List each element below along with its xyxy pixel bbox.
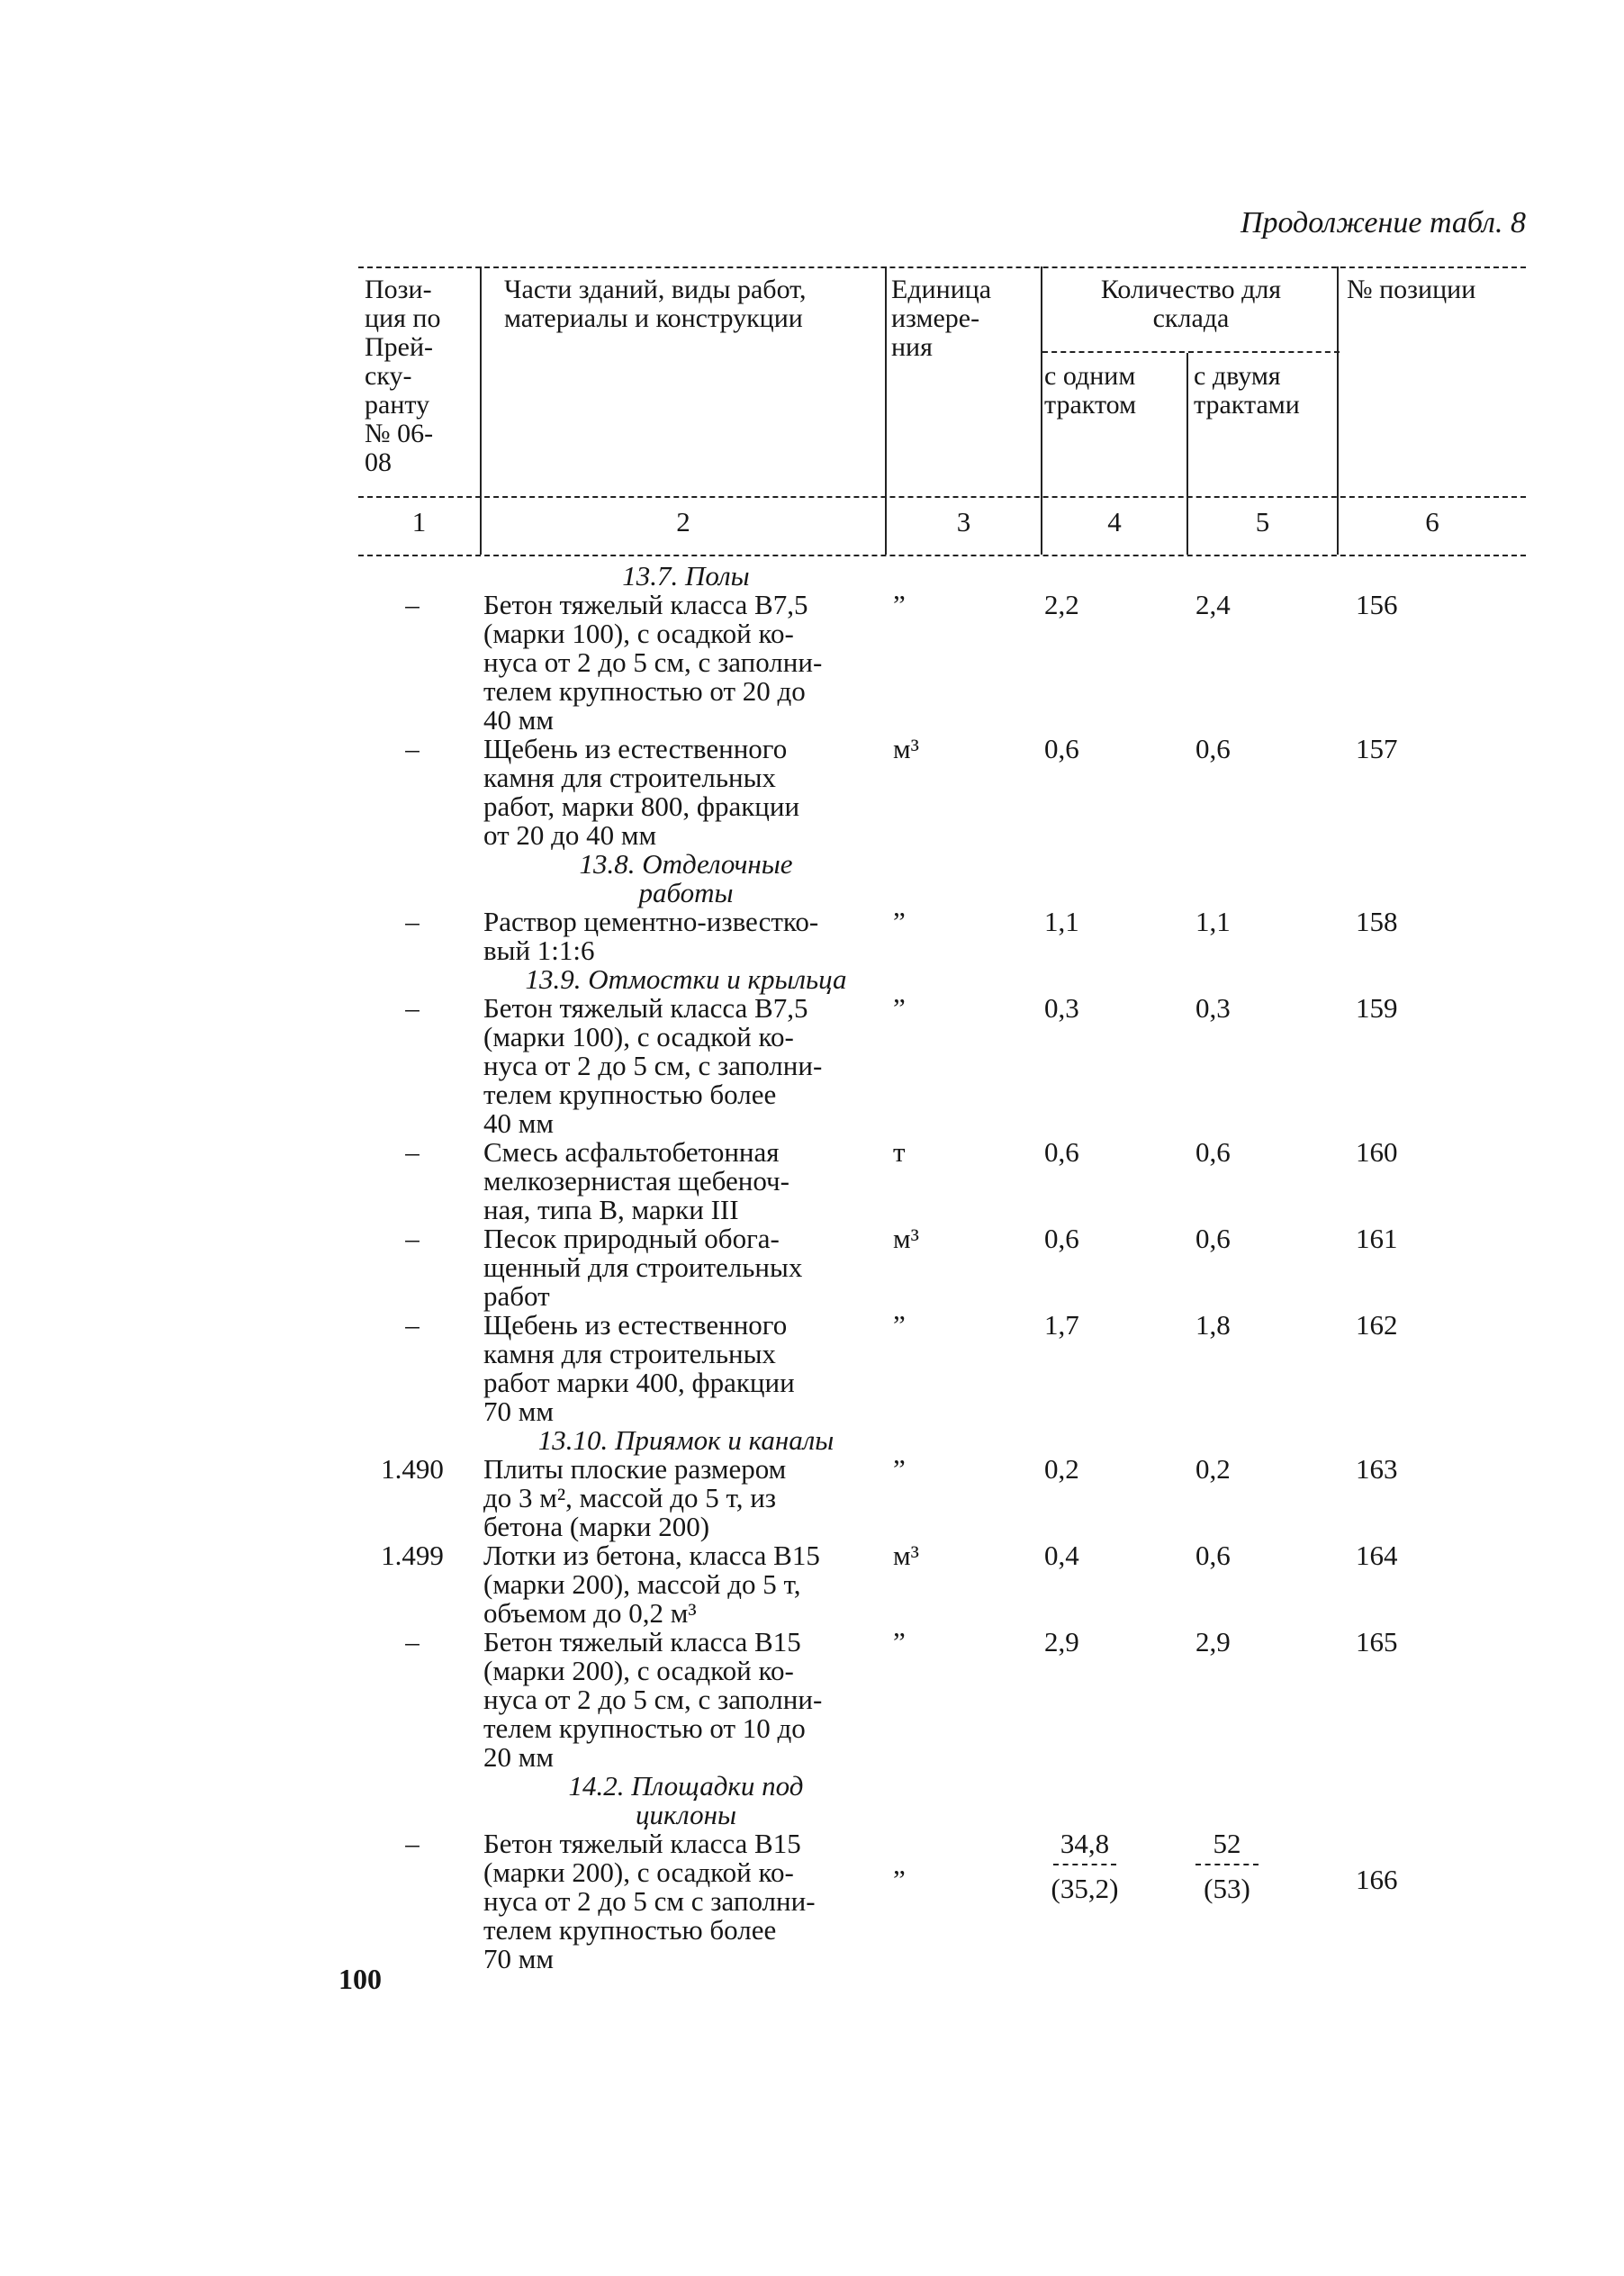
price-list-position: 1.499 [381,1540,444,1571]
price-list-position: – [405,1223,420,1254]
column-number-3: 3 [956,506,971,537]
table-top-rule [358,266,1526,268]
section-heading: 13.10. Приямок и каналы [537,1424,835,1456]
column-number-5: 5 [1255,506,1270,537]
quantity-two-tracts: 2,9 [1195,1626,1231,1657]
position-number: 156 [1356,589,1398,620]
quantity-one-tract: 2,9 [1044,1626,1079,1657]
price-list-position: 1.490 [381,1453,444,1485]
position-number: 158 [1356,906,1398,937]
price-list-position: – [405,906,420,937]
column-number-6: 6 [1425,506,1439,537]
unit-of-measure: ” [893,906,906,937]
position-number: 157 [1356,733,1398,764]
item-description: Плиты плоские размером до 3 м², массой до 5 т, из бетона (марки 200) [483,1453,787,1542]
header-two-tracts-column: с двумя трактами [1194,361,1300,420]
quantity-one-tract: 0,3 [1044,992,1079,1024]
item-description: Бетон тяжелый класса В15 (марки 200), с осадкой ко- нуса от 2 до 5 см, с заполни- телем крупностью от 10 до 20 мм [483,1626,823,1773]
quantity-one-tract: 1,7 [1044,1309,1079,1341]
position-number: 164 [1356,1540,1398,1571]
price-list-position: – [405,1309,420,1341]
item-description: Лотки из бетона, класса В15 (марки 200), массой до 5 т, объемом до 0,2 м³ [483,1540,820,1629]
unit-of-measure: ” [893,1309,906,1341]
column-number-2: 2 [676,506,690,537]
position-number: 162 [1356,1309,1398,1341]
quantity-two-tracts: 0,6 [1195,733,1231,764]
unit-of-measure: ” [893,589,906,620]
quantity-one-tract: 0,6 [1044,1136,1079,1168]
price-list-position: – [405,1626,420,1657]
unit-of-measure: т [893,1136,906,1168]
header-one-tract-column: с одним трактом [1044,361,1137,420]
column-numbers-rule [358,555,1526,556]
table-continuation-caption: Продолжение табл. 8 [1240,206,1526,239]
header-bottom-rule [358,496,1526,498]
column-number-4: 4 [1107,506,1122,537]
quantity-two-tracts: 0,3 [1195,992,1231,1024]
fraction-bar [1195,1864,1259,1865]
unit-of-measure: ” [893,1626,906,1657]
position-number: 161 [1356,1223,1398,1254]
section-heading: 14.2. Площадки под циклоны [568,1770,804,1830]
quantity-subheader-rule [1042,351,1340,353]
price-list-position: – [405,1828,420,1859]
quantity-one-tract: 0,2 [1044,1453,1079,1485]
position-number: 165 [1356,1626,1398,1657]
quantity-two-tracts: 0,6 [1195,1223,1231,1254]
unit-of-measure: м³ [893,1223,919,1254]
price-list-position: – [405,1136,420,1168]
position-number: 160 [1356,1136,1398,1168]
item-description: Щебень из естественного камня для строительных работ марки 400, фракции 70 мм [483,1309,795,1427]
unit-of-measure: ” [893,1453,906,1485]
quantity-two-tracts: 0,6 [1195,1540,1231,1571]
quantity-two-tracts: 2,4 [1195,589,1231,620]
quantity-one-tract-fraction: 34,8 (35,2) [1051,1828,1119,1904]
quantity-one-tract: 0,6 [1044,733,1079,764]
header-position-number-column: № позиции [1347,275,1476,304]
unit-of-measure: ” [893,1864,906,1895]
quantity-two-tracts: 1,1 [1195,906,1231,937]
header-description-column: Части зданий, виды работ, материалы и конструкции [504,275,807,333]
section-heading: 13.7. Полы [622,560,750,592]
price-list-position: – [405,992,420,1024]
section-heading: 13.9. Отмостки и крыльца [525,963,847,995]
unit-of-measure: м³ [893,733,919,764]
item-description: Щебень из естественного камня для строительных работ, марки 800, фракции от 20 до 40 мм [483,733,800,851]
column-number-1: 1 [411,506,427,537]
section-heading: 13.8. Отделочные работы [579,848,793,908]
header-unit-column: Единица измере- ния [891,275,992,362]
quantity-one-tract: 1,1 [1044,906,1079,937]
price-list-position: – [405,733,420,764]
position-number: 159 [1356,992,1398,1024]
item-description: Бетон тяжелый класса В7,5 (марки 100), с осадкой ко- нуса от 2 до 5 см, с заполни- телем крупностью от 20 до 40 мм [483,589,823,736]
header-quantity-group: Количество для склада [1100,275,1282,333]
quantity-two-tracts: 0,2 [1195,1453,1231,1485]
quantity-one-tract: 2,2 [1044,589,1079,620]
price-list-position: – [405,589,420,620]
item-description: Бетон тяжелый класса В15 (марки 200), с осадкой ко- нуса от 2 до 5 см с заполни- телем крупностью более 70 мм [483,1828,816,1974]
item-description: Бетон тяжелый класса В7,5 (марки 100), с осадкой ко- нуса от 2 до 5 см, с заполни- телем крупностью более 40 мм [483,992,823,1139]
header-position-column: Пози- ция по Прей- ску- ранту № 06- 08 [365,275,441,477]
item-description: Смесь асфальтобетонная мелкозернистая щебеноч- ная, типа В, марки III [483,1136,789,1225]
quantity-two-tracts: 1,8 [1195,1309,1231,1341]
unit-of-measure: ” [893,992,906,1024]
unit-of-measure: м³ [893,1540,919,1571]
fraction-bar [1053,1864,1116,1865]
quantity-two-tracts: 0,6 [1195,1136,1231,1168]
quantity-two-tracts-fraction: 52 (53) [1186,1829,1268,1903]
quantity-one-tract: 0,6 [1044,1223,1079,1254]
quantity-one-tract: 0,4 [1044,1540,1079,1571]
position-number: 163 [1356,1453,1398,1485]
item-description: Песок природный обога- щенный для строительных работ [483,1223,803,1312]
page-number: 100 [338,1963,382,1995]
position-number: 166 [1356,1864,1398,1895]
item-description: Раствор цементно-известко- вый 1:1:6 [483,906,819,966]
